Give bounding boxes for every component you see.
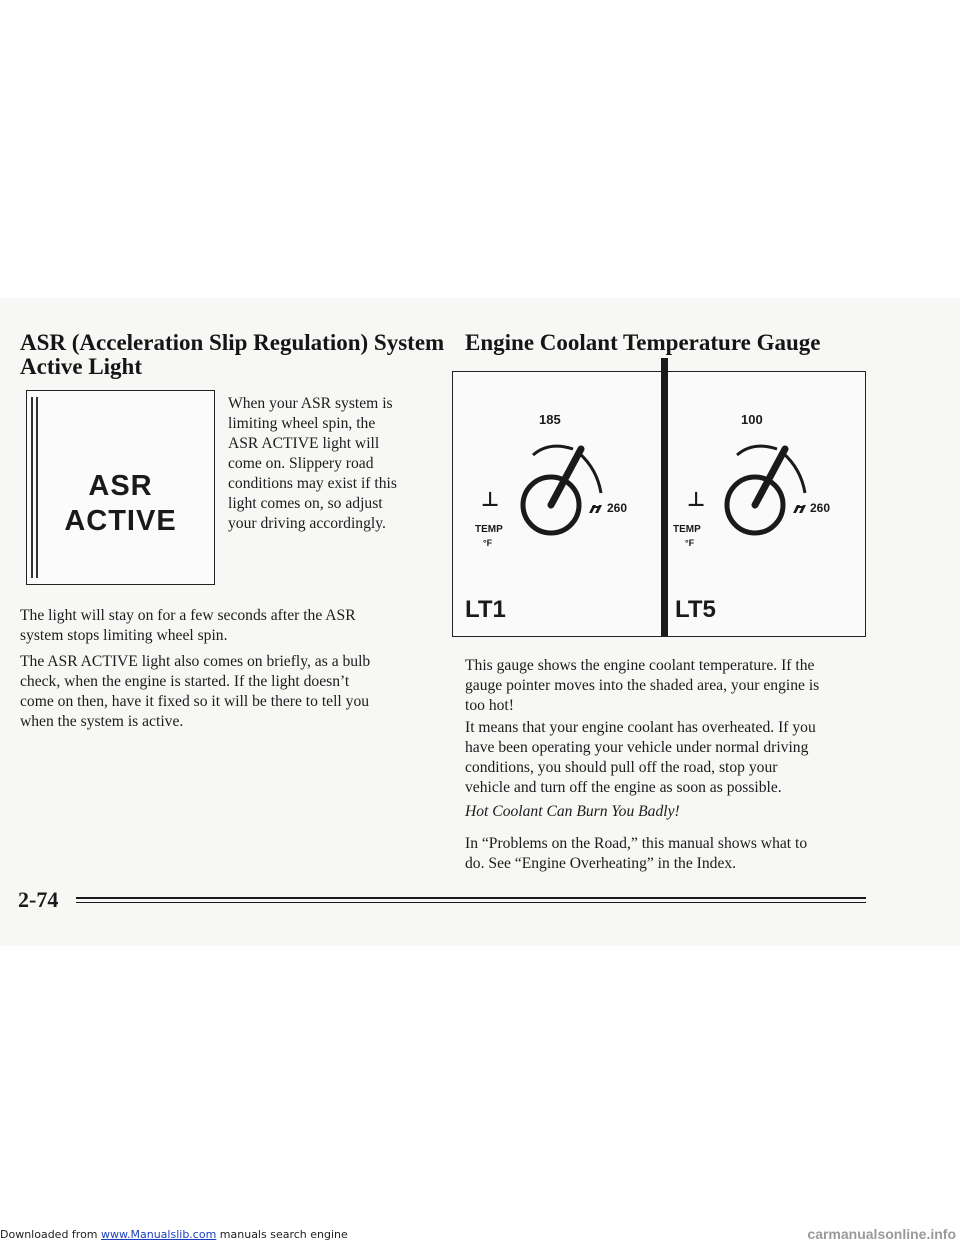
para-line: too hot! — [465, 697, 514, 714]
manualslib-link[interactable]: www.Manualslib.com — [101, 1228, 217, 1241]
footer-rule — [76, 902, 866, 903]
para-line: system stops limiting wheel spin. — [20, 627, 228, 644]
coolant-paragraph-2 — [465, 718, 885, 798]
intro-line: light comes on, so adjust — [228, 495, 383, 512]
gauge-dial-lt5 — [693, 427, 853, 547]
coolant-section-title: Engine Coolant Temperature Gauge — [465, 330, 821, 355]
active-indicator-text: ACTIVE — [64, 505, 177, 537]
intro-line: ASR ACTIVE light will — [228, 435, 380, 452]
gauge-dial-lt1 — [489, 427, 649, 547]
asr-paragraph-1 — [20, 606, 440, 646]
intro-line: limiting wheel spin, the — [228, 415, 376, 432]
para-line: conditions, you should pull off the road, stop your — [465, 759, 778, 776]
asr-active-indicator-illustration — [26, 390, 215, 585]
gauge-top-value: 100 — [741, 412, 763, 427]
gauge-temp-label: TEMP — [475, 524, 503, 535]
asr-title-line1: ASR (Acceleration Slip Regulation) System — [20, 330, 445, 355]
asr-intro-paragraph — [228, 394, 428, 534]
intro-line: When your ASR system is — [228, 395, 393, 412]
asr-paragraph-2 — [20, 652, 440, 732]
para-line: vehicle and turn off the engine as soon as possible. — [465, 779, 782, 796]
gauge-unit-label: °F — [685, 538, 695, 548]
para-line: This gauge shows the engine coolant temperature. If the — [465, 657, 815, 674]
para-line: have been operating your vehicle under normal driving — [465, 739, 809, 756]
para-line: The ASR ACTIVE light also comes on briefly, as a bulb — [20, 653, 371, 670]
download-prefix: Downloaded from — [0, 1228, 102, 1241]
thermometer-icon: ⊥ — [481, 489, 500, 511]
gauge-unit-label: °F — [483, 538, 493, 548]
thermometer-icon: ⊥ — [687, 489, 706, 511]
para-line: The light will stay on for a few seconds after the ASR — [20, 607, 356, 624]
watermark: carmanualsonline.info — [807, 1226, 956, 1242]
intro-line: conditions may exist if this — [228, 475, 397, 492]
para-line: check, when the engine is started. If the light doesn’t — [20, 673, 350, 690]
intro-line: your driving accordingly. — [228, 515, 386, 532]
gauge-divider — [661, 358, 668, 636]
gauge-right-value: 260 — [607, 501, 628, 515]
gauge-model-label: LT1 — [465, 596, 506, 623]
gauge-top-value: 185 — [539, 412, 561, 427]
footer-rule — [76, 897, 866, 899]
download-footer — [0, 1228, 348, 1241]
coolant-paragraph-1 — [465, 656, 885, 716]
asr-title-line2: Active Light — [20, 354, 143, 379]
coolant-paragraph-3 — [465, 834, 885, 874]
caution-heading: Hot Coolant Can Burn You Badly! — [465, 803, 680, 820]
para-line: gauge pointer moves into the shaded area, your engine is — [465, 677, 820, 694]
para-line: In “Problems on the Road,” this manual shows what to — [465, 835, 808, 852]
gauge-temp-label: TEMP — [673, 524, 701, 535]
download-suffix: manuals search engine — [216, 1228, 348, 1241]
intro-line: come on. Slippery road — [228, 455, 374, 472]
para-line: when the system is active. — [20, 713, 184, 730]
asr-section-title — [20, 331, 444, 379]
gauge-model-label: LT5 — [675, 596, 716, 623]
para-line: It means that your engine coolant has overheated. If you — [465, 719, 816, 736]
gauge-right-value: 260 — [810, 501, 831, 515]
asr-indicator-text: ASR — [88, 470, 153, 502]
para-line: do. See “Engine Overheating” in the Index. — [465, 855, 737, 872]
para-line: come on then, have it fixed so it will be there to tell you — [20, 693, 370, 710]
page-number: 2-74 — [18, 887, 59, 912]
coolant-gauge-illustration — [452, 371, 866, 637]
